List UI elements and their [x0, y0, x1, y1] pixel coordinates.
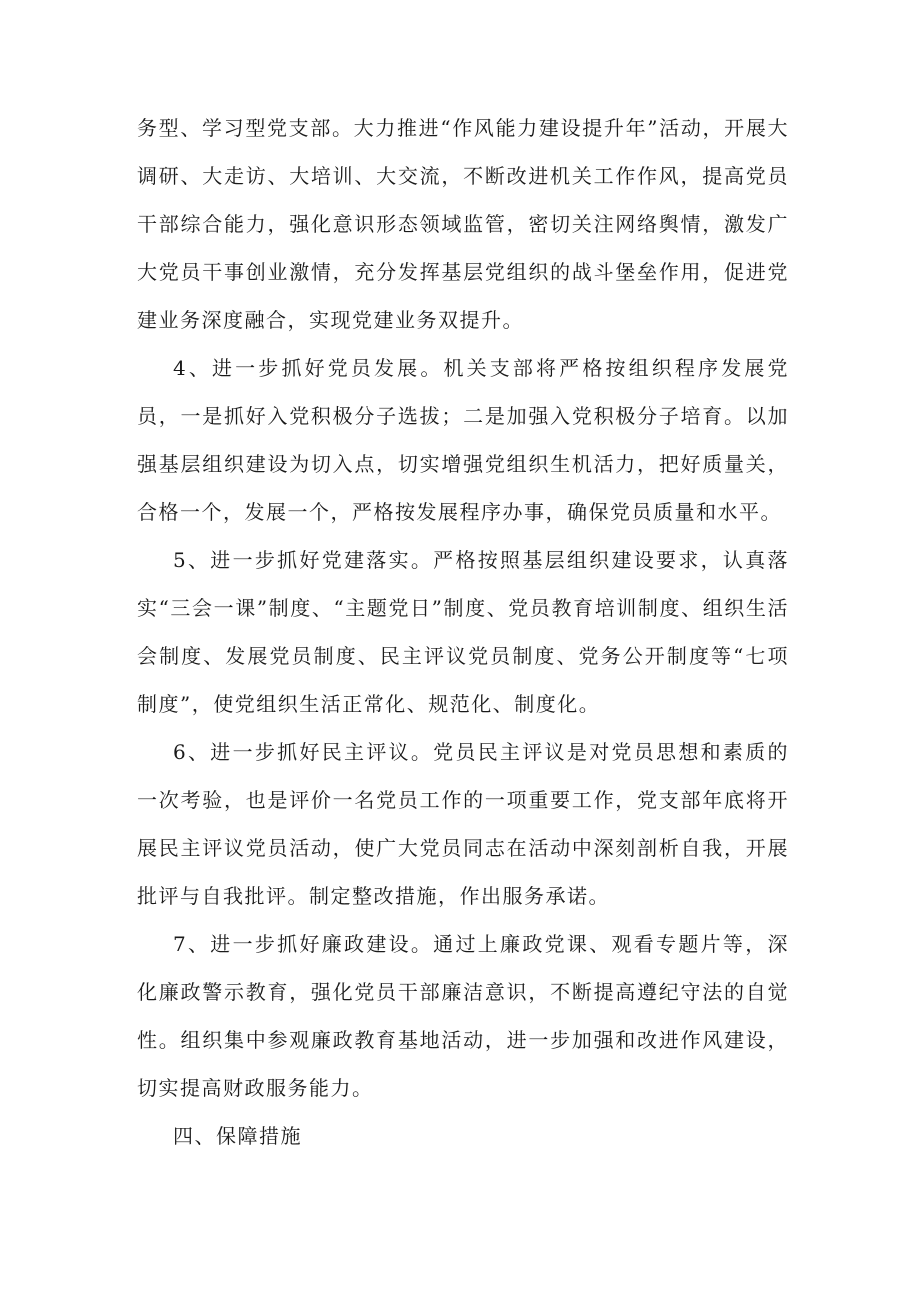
paragraph-item-4: 4、进一步抓好党员发展。机关支部将严格按组织程序发展党员，一是抓好入党积极分子选拔；二是加强入党积极分子培育。以加强基层组织建设为切入点，切实增强党组织生机活力，把好质量关，合格一个，发展一个，严格按发展程序办事，确保党员质量和水平。	[137, 356, 789, 524]
paragraph-item-6: 6、进一步抓好民主评议。党员民主评议是对党员思想和素质的一次考验，也是评价一名党员工作的一项重要工作，党支部年底将开展民主评议党员活动，使广大党员同志在活动中深刻剖析自我，开展批评与自我批评。制定整改措施，作出服务承诺。	[137, 740, 789, 908]
paragraph-continuation: 务型、学习型党支部。大力推进“作风能力建设提升年”活动，开展大调研、大走访、大培训、大交流，不断改进机关工作作风，提高党员干部综合能力，强化意识形态领域监管，密切关注网络舆情，激发广大党员干事创业激情，充分发挥基层党组织的战斗堡垒作用，促进党建业务深度融合，实现党建业务双提升。	[137, 116, 789, 332]
section-heading: 四、保障措施	[173, 1124, 302, 1148]
paragraph-item-5: 5、进一步抓好党建落实。严格按照基层组织建设要求，认真落实“三会一课”制度、“主题党日”制度、党员教育培训制度、组织生活会制度、发展党员制度、民主评议党员制度、党务公开制度等“七项制度”，使党组织生活正常化、规范化、制度化。	[137, 548, 789, 716]
document-body	[137, 104, 789, 1160]
paragraph-item-7: 7、进一步抓好廉政建设。通过上廉政党课、观看专题片等，深化廉政警示教育，强化党员干部廉洁意识，不断提高遵纪守法的自觉性。组织集中参观廉政教育基地活动，进一步加强和改进作风建设，切实提高财政服务能力。	[137, 932, 789, 1100]
